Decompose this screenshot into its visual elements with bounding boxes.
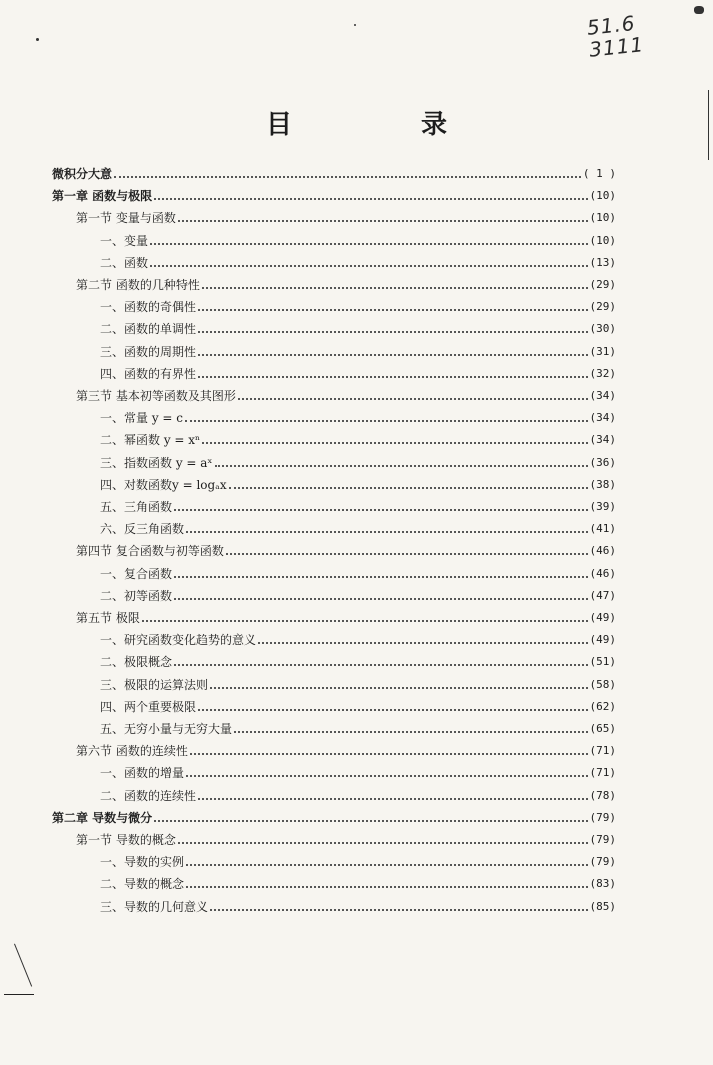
toc-entry-label: 第一节 导数的概念 [76,833,176,847]
toc-entry-page: (30) [589,322,616,335]
toc-leader-dots [210,687,587,689]
toc-leader-dots [198,354,587,356]
toc-leader-dots [150,243,587,245]
toc-leader-dots [186,886,587,888]
toc-leader-dots [215,465,588,467]
toc-leader-dots [174,509,587,511]
toc-entry-page: (46) [589,544,616,557]
toc-entry [76,537,616,559]
toc-entry-page: (34) [589,411,616,424]
toc-entry [76,826,616,848]
toc-entry-label: 一、导数的实例 [100,855,185,869]
toc-entry-label: 第五节 极限 [76,611,140,625]
toc-entry [76,737,616,759]
toc-entry-label: 二、函数 [100,256,149,270]
toc-entry-label: 第二节 函数的几种特性 [76,278,200,292]
toc-entry [100,582,616,604]
toc-leader-dots [198,709,587,711]
toc-entry-page: (62) [589,700,616,713]
toc-entry [52,804,616,826]
toc-entry-page: (79) [589,833,616,846]
toc-entry-label: 第一节 变量与函数 [76,211,176,225]
toc-entry-label: 三、函数的周期性 [100,345,197,359]
toc-entry-label: 二、函数的连续性 [100,789,197,803]
toc-entry-label: 第一章 函数与极限 [52,189,153,203]
toc-entry-page: ( 1 ) [582,167,616,180]
toc-entry-label: 三、指数函数 y = aˣ [100,456,213,470]
toc-entry-page: (58) [589,678,616,691]
toc-entry [100,560,616,582]
toc-entry-page: (39) [589,500,616,513]
toc-entry [100,671,616,693]
toc-entry-label: 第四节 复合函数与初等函数 [76,544,224,558]
toc-entry-label: 二、极限概念 [100,655,173,669]
toc-entry-page: (49) [589,611,616,624]
handwritten-call-number [586,11,645,60]
toc-entry [100,404,616,426]
toc-leader-dots [198,331,587,333]
toc-entry-page: (10) [589,211,616,224]
toc-entry-label: 六、反三角函数 [100,522,185,536]
toc-leader-dots [178,842,588,844]
toc-entry-label: 二、导数的概念 [100,877,185,891]
toc-leader-dots [234,731,587,733]
toc-entry [100,870,616,892]
toc-entry-label: 一、复合函数 [100,567,173,581]
toc-entry-page: (34) [589,433,616,446]
toc-leader-dots [174,576,587,578]
toc-leader-dots [198,798,587,800]
toc-entry [100,626,616,648]
toc-entry-page: (10) [589,234,616,247]
toc-entry-label: 一、研究函数变化趋势的意义 [100,633,257,647]
toc-entry [100,759,616,781]
toc-entry [100,782,616,804]
toc-entry [52,182,616,204]
toc-entry-page: (46) [589,567,616,580]
toc-entry-label: 三、导数的几何意义 [100,900,209,914]
toc-entry [100,338,616,360]
toc-entry-label: 第二章 导数与微分 [52,811,153,825]
toc-entry-label: 二、函数的单调性 [100,322,197,336]
toc-entry [100,426,616,448]
toc-entry-label: 一、变量 [100,234,149,248]
toc-entry-label: 四、函数的有界性 [100,367,197,381]
toc-entry [100,715,616,737]
toc-entry [100,648,616,670]
toc-entry-label: 五、无穷小量与无穷大量 [100,722,233,736]
toc-leader-dots [174,664,587,666]
scan-scratch [4,994,34,995]
toc-entry-label: 四、对数函数y = logₐx [100,478,227,492]
toc-entry-page: (51) [589,655,616,668]
toc-entry-page: (47) [589,589,616,602]
scan-speck [36,38,39,41]
toc-leader-dots [229,487,588,489]
toc-leader-dots [186,775,587,777]
toc-leader-dots [150,265,587,267]
toc-entry [100,493,616,515]
toc-leader-dots [210,909,587,911]
toc-entry-label: 第三节 基本初等函数及其图形 [76,389,236,403]
toc-entry [100,893,616,915]
toc-entry [76,382,616,404]
toc-entry [76,604,616,626]
toc-leader-dots [198,309,587,311]
toc-entry-label: 三、极限的运算法则 [100,678,209,692]
toc-leader-dots [202,442,587,444]
toc-entry-page: (79) [589,811,616,824]
toc-entry-page: (78) [589,789,616,802]
call-number-line-2: 3111 [588,32,646,62]
toc-leader-dots [226,553,588,555]
toc-entry-label: 一、函数的奇偶性 [100,300,197,314]
toc-entry-page: (79) [589,855,616,868]
scan-speck [354,24,356,26]
scan-speck [694,6,704,14]
toc-entry-page: (85) [589,900,616,913]
toc-entry-page: (32) [589,367,616,380]
toc-entry [100,293,616,315]
scan-scratch [14,944,32,987]
toc-leader-dots [174,598,587,600]
toc-entry [76,271,616,293]
toc-entry-label: 四、两个重要极限 [100,700,197,714]
toc-entry-page: (71) [589,744,616,757]
toc-entry-label: 一、函数的增量 [100,766,185,780]
toc-entry [100,515,616,537]
toc-leader-dots [198,376,587,378]
toc-entry-page: (10) [589,189,616,202]
toc-entry-label: 二、初等函数 [100,589,173,603]
toc-leader-dots [238,398,588,400]
toc-entry-page: (49) [589,633,616,646]
toc-leader-dots [258,642,587,644]
toc-leader-dots [154,820,587,822]
toc-leader-dots [186,531,587,533]
toc-entry [100,449,616,471]
toc-leader-dots [186,864,587,866]
toc-entry [100,249,616,271]
toc-entry-label: 二、幂函数 y = xⁿ [100,433,201,447]
toc-leader-dots [142,620,588,622]
toc-entry-label: 一、常量 y = c [100,411,183,425]
toc-entry-page: (71) [589,766,616,779]
toc-entry-page: (83) [589,877,616,890]
toc-entry-page: (34) [589,389,616,402]
toc-entry-page: (31) [589,345,616,358]
toc-entry [100,471,616,493]
toc-entry-label: 微积分大意 [52,167,113,181]
toc-entry [100,360,616,382]
call-number-line-1: 51.6 [585,10,637,40]
scan-edge-mark [708,90,709,160]
toc-entry [76,204,616,226]
toc-entry-page: (29) [589,300,616,313]
toc-leader-dots [114,176,581,178]
toc-entry-page: (36) [589,456,616,469]
toc-leader-dots [202,287,588,289]
toc-entry-page: (29) [589,278,616,291]
toc-entry-page: (38) [589,478,616,491]
toc-entry-label: 第六节 函数的连续性 [76,744,188,758]
toc-leader-dots [154,198,587,200]
toc-entry-page: (41) [589,522,616,535]
toc-entry-page: (65) [589,722,616,735]
toc-entry [100,227,616,249]
toc-entry [52,160,616,182]
toc-entry [100,848,616,870]
toc-entry [100,315,616,337]
page-title: 目 录 [265,110,508,140]
toc-leader-dots [190,753,588,755]
toc-entry [100,693,616,715]
toc-leader-dots [185,420,588,422]
toc-entry-label: 五、三角函数 [100,500,173,514]
toc-entry-page: (13) [589,256,616,269]
toc-leader-dots [178,220,588,222]
